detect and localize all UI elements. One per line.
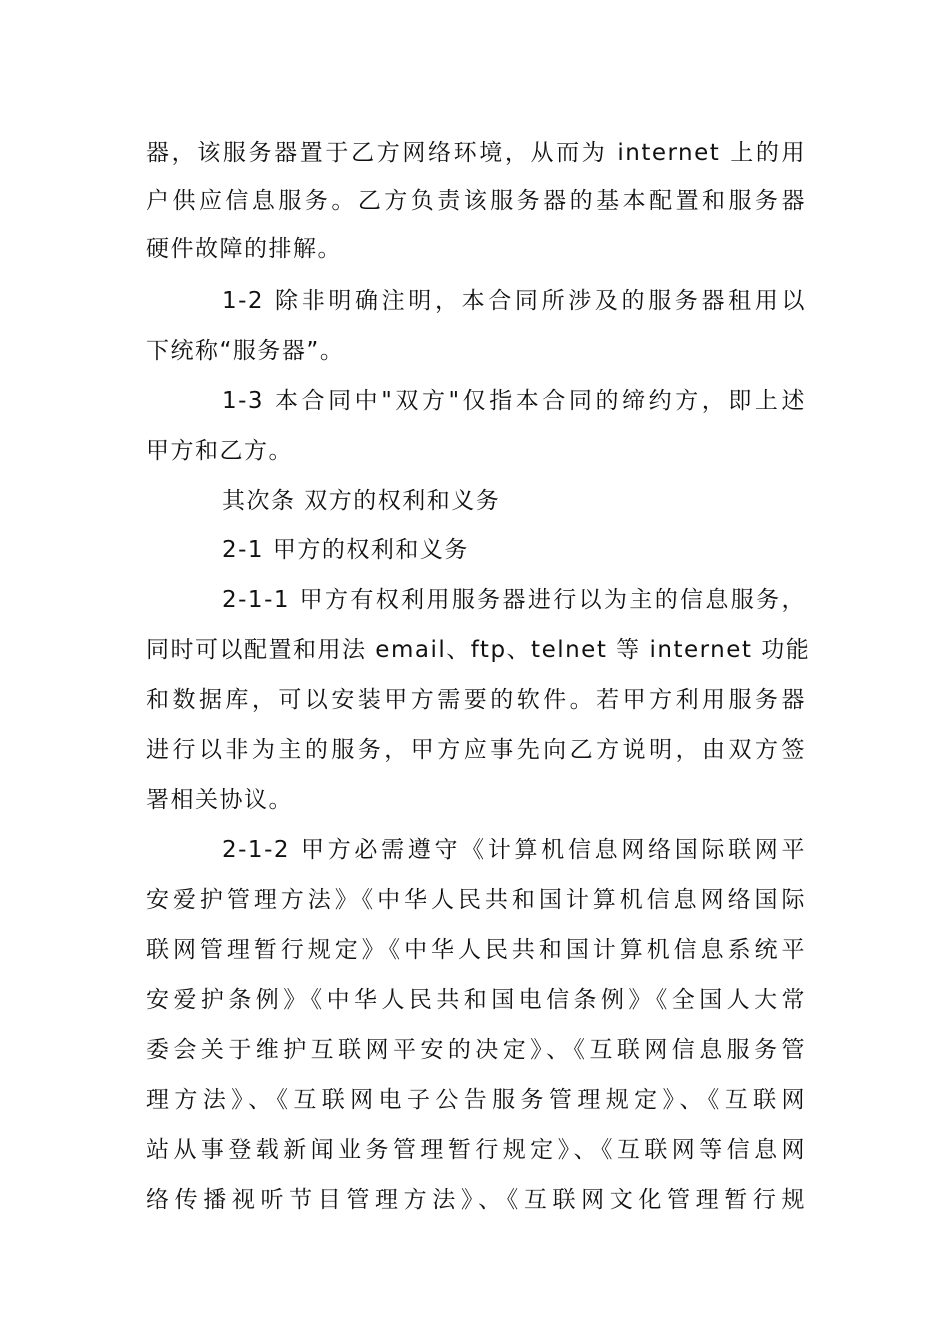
text-line: 1-2 除非明确注明，本合同所涉及的服务器租用以 bbox=[222, 288, 806, 314]
text-line: 络传播视听节目管理方法》、《互联网文化管理暂行规 bbox=[146, 1187, 806, 1213]
section-heading: 其次条 双方的权利和义务 bbox=[222, 488, 501, 514]
text-line: 联网管理暂行规定》《中华人民共和国计算机信息系统平 bbox=[146, 937, 806, 963]
text-line: 和数据库，可以安装甲方需要的软件。若甲方利用服务器 bbox=[146, 687, 806, 713]
text-line: 委会关于维护互联网平安的决定》、《互联网信息服务管 bbox=[146, 1037, 806, 1063]
text-line: 理方法》、《互联网电子公告服务管理规定》、《互联网 bbox=[146, 1087, 806, 1113]
text-line: 户供应信息服务。乙方负责该服务器的基本配置和服务器 bbox=[146, 188, 806, 214]
text-line: 进行以非为主的服务，甲方应事先向乙方说明，由双方签 bbox=[146, 737, 806, 763]
text-line: 站从事登载新闻业务管理暂行规定》、《互联网等信息网 bbox=[146, 1137, 806, 1163]
text-line: 器，该服务器置于乙方网络环境，从而为 internet 上的用 bbox=[146, 140, 806, 166]
subsection-heading: 2-1 甲方的权利和义务 bbox=[222, 537, 469, 563]
text-line: 同时可以配置和用法 email、ftp、telnet 等 internet 功能 bbox=[146, 637, 811, 663]
text-line: 1-3 本合同中"双方"仅指本合同的缔约方，即上述 bbox=[222, 388, 806, 414]
text-line: 甲方和乙方。 bbox=[146, 438, 293, 464]
text-line: 署相关协议。 bbox=[146, 787, 293, 813]
text-line: 下统称“服务器”。 bbox=[146, 338, 345, 364]
text-line: 硬件故障的排解。 bbox=[146, 236, 342, 262]
text-line: 安爱护管理方法》《中华人民共和国计算机信息网络国际 bbox=[146, 887, 806, 913]
text-line: 2-1-2 甲方必需遵守《计算机信息网络国际联网平 bbox=[222, 837, 806, 863]
text-line: 2-1-1 甲方有权利用服务器进行以为主的信息服务， bbox=[222, 587, 806, 613]
text-line: 安爱护条例》《中华人民共和国电信条例》《全国人大常 bbox=[146, 987, 806, 1013]
